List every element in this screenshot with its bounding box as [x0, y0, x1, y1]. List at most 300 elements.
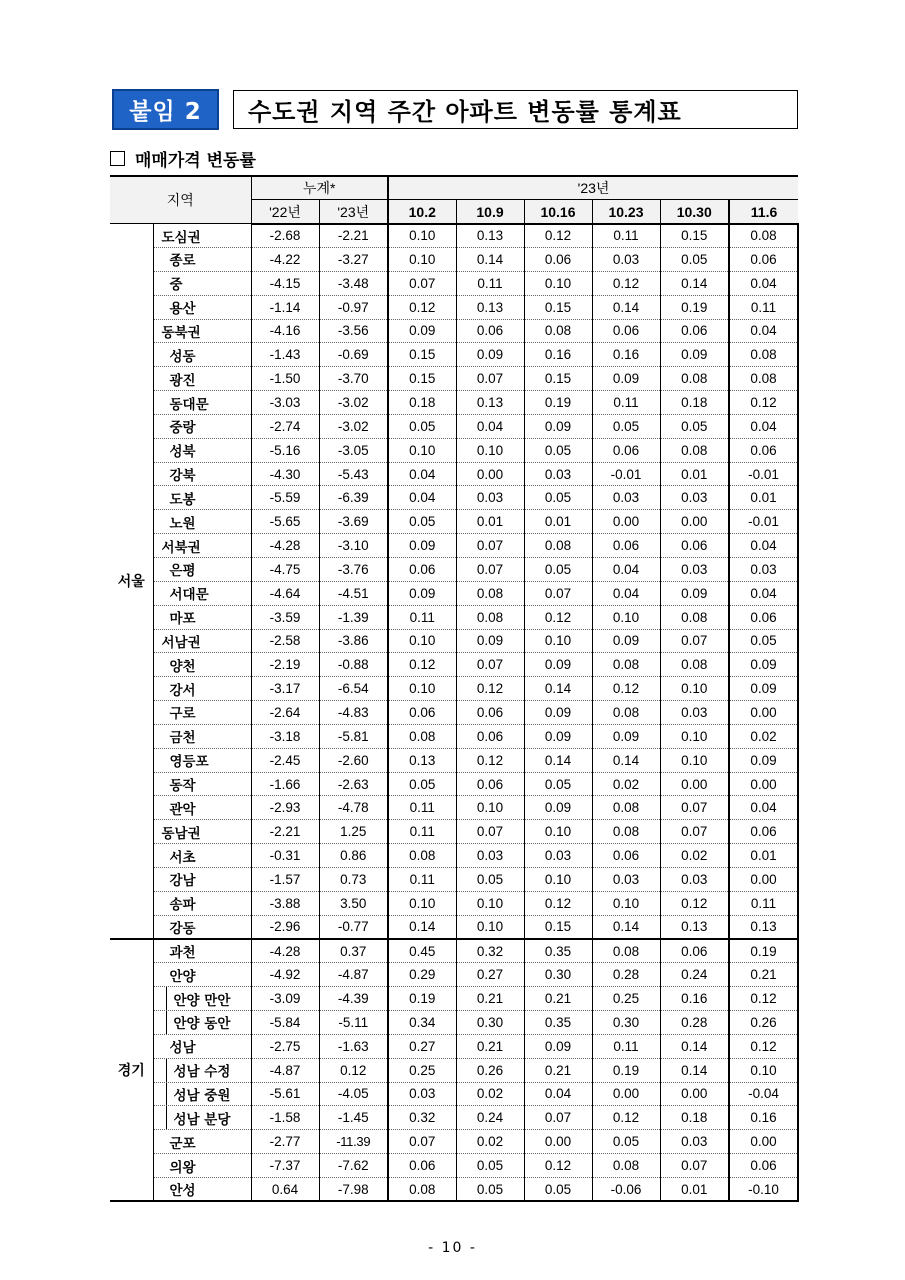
weekly-value: 0.05 [388, 510, 456, 534]
weekly-value: 0.10 [660, 677, 729, 701]
cumulative-value: -6.39 [319, 486, 388, 510]
weekly-value: 0.05 [388, 414, 456, 438]
cumulative-value: 0.12 [319, 1058, 388, 1082]
table-row [110, 820, 798, 844]
weekly-value: 0.08 [592, 939, 660, 963]
weekly-value: 0.14 [592, 295, 660, 319]
weekly-value: 0.10 [388, 629, 456, 653]
weekly-value: 0.05 [524, 438, 592, 462]
region-name: 강북 [153, 462, 251, 486]
cumulative-value: 3.50 [319, 891, 388, 915]
weekly-value: -0.01 [592, 462, 660, 486]
table-row [110, 1106, 798, 1130]
table-row [110, 867, 798, 891]
table-row [110, 438, 798, 462]
weekly-value: 0.35 [524, 1011, 592, 1035]
table-row [110, 367, 798, 391]
region-name: 은평 [153, 558, 251, 582]
region-name: 안양 [153, 963, 251, 987]
weekly-value: 0.13 [729, 915, 798, 939]
table-row [110, 987, 798, 1011]
weekly-value: 0.12 [456, 677, 524, 701]
region-name: 안양 동안 [153, 1011, 251, 1035]
cumulative-value: -1.39 [319, 605, 388, 629]
cumulative-value: -5.84 [251, 1011, 319, 1035]
weekly-value: 0.10 [660, 724, 729, 748]
table-row [110, 748, 798, 772]
cumulative-value: -7.62 [319, 1154, 388, 1178]
weekly-value: 0.08 [524, 534, 592, 558]
cumulative-value: -1.66 [251, 772, 319, 796]
weekly-value: 0.09 [524, 1034, 592, 1058]
weekly-value: 0.12 [729, 987, 798, 1011]
weekly-value: 0.00 [729, 772, 798, 796]
region-name: 성북 [153, 438, 251, 462]
weekly-value: 0.06 [388, 1154, 456, 1178]
weekly-value: 0.15 [660, 224, 729, 248]
cumulative-value: -2.74 [251, 414, 319, 438]
weekly-value: 0.13 [456, 224, 524, 248]
weekly-value: 0.09 [592, 367, 660, 391]
weekly-value: 0.10 [524, 629, 592, 653]
region-name: 안양 만안 [153, 987, 251, 1011]
weekly-value: 0.10 [456, 796, 524, 820]
header-week: 10.23 [592, 200, 660, 224]
weekly-value: 0.10 [388, 677, 456, 701]
weekly-value: 0.03 [592, 486, 660, 510]
document-title: 수도권 지역 주간 아파트 변동률 통계표 [233, 90, 798, 129]
cumulative-value: -2.60 [319, 748, 388, 772]
table-row [110, 271, 798, 295]
region-name: 서대문 [153, 581, 251, 605]
weekly-value: 0.19 [660, 295, 729, 319]
weekly-value: 0.10 [456, 915, 524, 939]
weekly-value: 0.16 [660, 987, 729, 1011]
weekly-value: 0.08 [592, 653, 660, 677]
cumulative-value: -11.39 [319, 1130, 388, 1154]
cumulative-value: -4.83 [319, 701, 388, 725]
weekly-value: 0.12 [388, 295, 456, 319]
section-title: 매매가격 변동률 [135, 150, 256, 171]
region-name: 중 [153, 271, 251, 295]
weekly-value: 0.06 [592, 534, 660, 558]
weekly-value: 0.28 [660, 1011, 729, 1035]
table-row [110, 1034, 798, 1058]
weekly-value: 0.06 [660, 319, 729, 343]
cumulative-value: -3.05 [319, 438, 388, 462]
table-row [110, 510, 798, 534]
weekly-value: 0.21 [729, 963, 798, 987]
cumulative-value: -2.45 [251, 748, 319, 772]
weekly-value: 0.11 [388, 796, 456, 820]
cumulative-value: -4.51 [319, 581, 388, 605]
table-row [110, 772, 798, 796]
table-row [110, 295, 798, 319]
weekly-value: 0.09 [524, 653, 592, 677]
weekly-value: 0.00 [524, 1130, 592, 1154]
weekly-value: 0.08 [456, 581, 524, 605]
weekly-value: 0.04 [729, 319, 798, 343]
region-name: 광진 [153, 367, 251, 391]
cumulative-value: -5.16 [251, 438, 319, 462]
weekly-value: 0.01 [660, 1177, 729, 1201]
weekly-value: 0.09 [592, 724, 660, 748]
weekly-value: 0.26 [729, 1011, 798, 1035]
weekly-value: 0.04 [729, 534, 798, 558]
table-row [110, 414, 798, 438]
table-row [110, 605, 798, 629]
weekly-value: 0.21 [456, 987, 524, 1011]
cumulative-value: -2.19 [251, 653, 319, 677]
table-row [110, 558, 798, 582]
cumulative-value: -4.05 [319, 1082, 388, 1106]
weekly-value: 0.09 [524, 414, 592, 438]
document-header [112, 89, 798, 130]
weekly-value: 0.14 [660, 271, 729, 295]
weekly-value: 0.07 [524, 581, 592, 605]
region-name: 서북권 [153, 534, 251, 558]
weekly-value: 0.00 [660, 1082, 729, 1106]
weekly-value: 0.14 [660, 1034, 729, 1058]
cumulative-value: -1.50 [251, 367, 319, 391]
region-name: 의왕 [153, 1154, 251, 1178]
weekly-value: 0.09 [524, 796, 592, 820]
weekly-value: 0.15 [524, 295, 592, 319]
weekly-value: 0.05 [592, 1130, 660, 1154]
cumulative-value: -2.58 [251, 629, 319, 653]
table-row [110, 486, 798, 510]
weekly-value: 0.00 [660, 510, 729, 534]
weekly-value: 0.05 [729, 629, 798, 653]
weekly-value: 0.25 [592, 987, 660, 1011]
weekly-value: 0.09 [388, 534, 456, 558]
cumulative-value: -5.65 [251, 510, 319, 534]
table-row [110, 1154, 798, 1178]
weekly-value: 0.18 [660, 1106, 729, 1130]
cumulative-value: -4.39 [319, 987, 388, 1011]
cumulative-value: -4.15 [251, 271, 319, 295]
weekly-value: 0.12 [592, 1106, 660, 1130]
weekly-value: 0.09 [524, 724, 592, 748]
cumulative-value: -1.45 [319, 1106, 388, 1130]
weekly-value: 0.34 [388, 1011, 456, 1035]
weekly-value: 0.07 [660, 1154, 729, 1178]
weekly-value: 0.08 [388, 844, 456, 868]
region-name: 성남 [153, 1034, 251, 1058]
weekly-value: 0.21 [524, 987, 592, 1011]
region-name: 중랑 [153, 414, 251, 438]
weekly-value: 0.12 [729, 1034, 798, 1058]
cumulative-value: -3.70 [319, 367, 388, 391]
region-name: 강서 [153, 677, 251, 701]
weekly-value: 0.11 [592, 224, 660, 248]
weekly-value: 0.10 [592, 891, 660, 915]
weekly-value: 0.08 [456, 605, 524, 629]
weekly-value: 0.01 [660, 462, 729, 486]
weekly-value: 0.14 [388, 915, 456, 939]
cumulative-value: -3.76 [319, 558, 388, 582]
cumulative-value: -2.77 [251, 1130, 319, 1154]
weekly-value: -0.01 [729, 462, 798, 486]
table-row [110, 1058, 798, 1082]
weekly-value: 0.07 [456, 558, 524, 582]
table-row [110, 939, 798, 963]
cumulative-value: -0.88 [319, 653, 388, 677]
region-name: 서초 [153, 844, 251, 868]
cumulative-value: 0.86 [319, 844, 388, 868]
weekly-value: 0.04 [592, 581, 660, 605]
weekly-value: 0.06 [729, 605, 798, 629]
weekly-value: 0.03 [660, 1130, 729, 1154]
region-name: 성남 수정 [153, 1058, 251, 1082]
weekly-value: 0.04 [388, 486, 456, 510]
cumulative-value: -4.16 [251, 319, 319, 343]
weekly-value: 0.30 [524, 963, 592, 987]
weekly-value: 0.08 [660, 367, 729, 391]
header-week: 10.30 [660, 200, 729, 224]
table-row [110, 1130, 798, 1154]
weekly-value: 0.03 [660, 558, 729, 582]
weekly-value: 0.10 [524, 867, 592, 891]
region-name: 도심권 [153, 224, 251, 248]
weekly-value: 0.03 [456, 844, 524, 868]
weekly-value: 0.05 [524, 1177, 592, 1201]
cumulative-value: -3.02 [319, 414, 388, 438]
cumulative-value: -3.03 [251, 391, 319, 415]
weekly-value: 0.32 [388, 1106, 456, 1130]
weekly-value: 0.06 [729, 438, 798, 462]
cumulative-value: -3.59 [251, 605, 319, 629]
cumulative-value: -4.30 [251, 462, 319, 486]
weekly-value: 0.09 [729, 748, 798, 772]
weekly-value: 0.07 [456, 653, 524, 677]
weekly-value: 0.10 [660, 748, 729, 772]
weekly-value: 0.03 [388, 1082, 456, 1106]
region-name: 강남 [153, 867, 251, 891]
header-cumulative: 누계* [251, 176, 388, 200]
weekly-value: 0.01 [729, 844, 798, 868]
cumulative-value: -5.59 [251, 486, 319, 510]
cumulative-value: -0.77 [319, 915, 388, 939]
weekly-value: 0.11 [729, 295, 798, 319]
weekly-value: 0.09 [456, 343, 524, 367]
attachment-badge: 붙임 2 [112, 89, 219, 130]
region-name: 구로 [153, 701, 251, 725]
header-year-group: '23년 [388, 176, 798, 200]
weekly-value: 0.24 [456, 1106, 524, 1130]
table-row [110, 796, 798, 820]
weekly-value: 0.32 [456, 939, 524, 963]
weekly-value: 0.06 [456, 319, 524, 343]
region-name: 영등포 [153, 748, 251, 772]
weekly-value: -0.06 [592, 1177, 660, 1201]
weekly-value: 0.30 [592, 1011, 660, 1035]
weekly-value: 0.10 [456, 891, 524, 915]
weekly-value: 0.16 [592, 343, 660, 367]
region-name: 성남 중원 [153, 1082, 251, 1106]
weekly-value: 0.01 [524, 510, 592, 534]
cumulative-value: -2.21 [251, 820, 319, 844]
weekly-value: 0.13 [660, 915, 729, 939]
cumulative-value: 1.25 [319, 820, 388, 844]
weekly-value: 0.03 [592, 248, 660, 272]
weekly-value: 0.04 [592, 558, 660, 582]
weekly-value: 0.06 [456, 724, 524, 748]
weekly-value: 0.30 [456, 1011, 524, 1035]
weekly-value: 0.07 [524, 1106, 592, 1130]
weekly-value: 0.27 [456, 963, 524, 987]
weekly-value: 0.10 [456, 438, 524, 462]
cumulative-value: -1.14 [251, 295, 319, 319]
region-name: 동작 [153, 772, 251, 796]
region-name: 노원 [153, 510, 251, 534]
weekly-value: 0.12 [524, 224, 592, 248]
table-row [110, 891, 798, 915]
region-name: 강동 [153, 915, 251, 939]
region-name: 안성 [153, 1177, 251, 1201]
weekly-value: 0.00 [660, 772, 729, 796]
region-name: 관악 [153, 796, 251, 820]
page-number: - 10 - [428, 1240, 477, 1256]
cumulative-value: -4.64 [251, 581, 319, 605]
weekly-value: 0.04 [729, 271, 798, 295]
cumulative-value: -5.43 [319, 462, 388, 486]
cumulative-value: -4.28 [251, 939, 319, 963]
weekly-value: 0.10 [524, 271, 592, 295]
table-row [110, 224, 798, 248]
weekly-value: 0.26 [456, 1058, 524, 1082]
weekly-value: 0.04 [524, 1082, 592, 1106]
weekly-value: 0.05 [456, 867, 524, 891]
weekly-value: 0.05 [660, 414, 729, 438]
weekly-value: 0.14 [592, 915, 660, 939]
weekly-value: 0.10 [388, 224, 456, 248]
weekly-value: 0.19 [388, 987, 456, 1011]
weekly-value: 0.10 [592, 605, 660, 629]
weekly-value: 0.13 [456, 391, 524, 415]
weekly-value: 0.29 [388, 963, 456, 987]
weekly-value: 0.06 [729, 248, 798, 272]
region-name: 도봉 [153, 486, 251, 510]
weekly-value: 0.10 [524, 820, 592, 844]
cumulative-value: -3.27 [319, 248, 388, 272]
weekly-value: 0.14 [660, 1058, 729, 1082]
cumulative-value: -1.43 [251, 343, 319, 367]
cumulative-value: -2.68 [251, 224, 319, 248]
weekly-value: 0.15 [524, 915, 592, 939]
cumulative-value: -1.58 [251, 1106, 319, 1130]
weekly-value: 0.11 [388, 605, 456, 629]
cumulative-value: -4.87 [251, 1058, 319, 1082]
weekly-value: 0.06 [592, 844, 660, 868]
weekly-value: 0.09 [388, 581, 456, 605]
weekly-value: -0.01 [729, 510, 798, 534]
weekly-value: 0.11 [456, 271, 524, 295]
region-name: 금천 [153, 724, 251, 748]
table-row [110, 1082, 798, 1106]
weekly-value: 0.35 [524, 939, 592, 963]
weekly-value: 0.12 [388, 653, 456, 677]
weekly-value: 0.05 [592, 414, 660, 438]
cumulative-value: 0.37 [319, 939, 388, 963]
table-row [110, 248, 798, 272]
weekly-value: 0.02 [456, 1130, 524, 1154]
weekly-value: 0.09 [456, 629, 524, 653]
weekly-value: 0.06 [456, 701, 524, 725]
weekly-value: 0.10 [388, 248, 456, 272]
region-name: 종로 [153, 248, 251, 272]
weekly-value: 0.00 [592, 510, 660, 534]
weekly-value: 0.07 [456, 534, 524, 558]
weekly-value: 0.06 [729, 1154, 798, 1178]
weekly-value: 0.10 [388, 438, 456, 462]
weekly-value: 0.09 [660, 343, 729, 367]
price-change-table [110, 175, 799, 1202]
weekly-value: 0.19 [592, 1058, 660, 1082]
weekly-value: 0.06 [524, 248, 592, 272]
cumulative-value: 0.73 [319, 867, 388, 891]
weekly-value: 0.09 [524, 701, 592, 725]
cumulative-value: -3.56 [319, 319, 388, 343]
weekly-value: 0.07 [660, 820, 729, 844]
weekly-value: 0.04 [729, 581, 798, 605]
weekly-value: 0.05 [456, 1154, 524, 1178]
weekly-value: 0.08 [524, 319, 592, 343]
weekly-value: 0.03 [660, 867, 729, 891]
weekly-value: 0.09 [388, 319, 456, 343]
cumulative-value: -4.22 [251, 248, 319, 272]
weekly-value: 0.19 [524, 391, 592, 415]
weekly-value: 0.05 [456, 1177, 524, 1201]
weekly-value: 0.04 [388, 462, 456, 486]
table-row [110, 343, 798, 367]
weekly-value: 0.14 [524, 748, 592, 772]
weekly-value: 0.08 [592, 701, 660, 725]
weekly-value: 0.06 [660, 939, 729, 963]
weekly-value: 0.08 [729, 367, 798, 391]
cumulative-value: -3.18 [251, 724, 319, 748]
table-row [110, 462, 798, 486]
cumulative-value: -0.31 [251, 844, 319, 868]
weekly-value: 0.21 [524, 1058, 592, 1082]
weekly-value: 0.12 [660, 891, 729, 915]
weekly-value: 0.08 [729, 343, 798, 367]
weekly-value: 0.03 [592, 867, 660, 891]
weekly-value: 0.06 [456, 772, 524, 796]
weekly-value: 0.12 [524, 605, 592, 629]
cumulative-value: -1.63 [319, 1034, 388, 1058]
weekly-value: 0.12 [592, 271, 660, 295]
weekly-value: 0.11 [592, 391, 660, 415]
table-row [110, 701, 798, 725]
weekly-value: 0.08 [660, 653, 729, 677]
region-name: 군포 [153, 1130, 251, 1154]
weekly-value: 0.09 [729, 677, 798, 701]
weekly-value: 0.08 [388, 1177, 456, 1201]
weekly-value: 0.00 [592, 1082, 660, 1106]
weekly-value: 0.06 [729, 820, 798, 844]
table-row [110, 677, 798, 701]
weekly-value: 0.14 [524, 677, 592, 701]
table-row [110, 844, 798, 868]
table-row [110, 534, 798, 558]
weekly-value: 0.02 [592, 772, 660, 796]
weekly-value: 0.11 [592, 1034, 660, 1058]
table-row [110, 724, 798, 748]
region-name: 과천 [153, 939, 251, 963]
cumulative-value: -5.61 [251, 1082, 319, 1106]
weekly-value: 0.00 [729, 701, 798, 725]
